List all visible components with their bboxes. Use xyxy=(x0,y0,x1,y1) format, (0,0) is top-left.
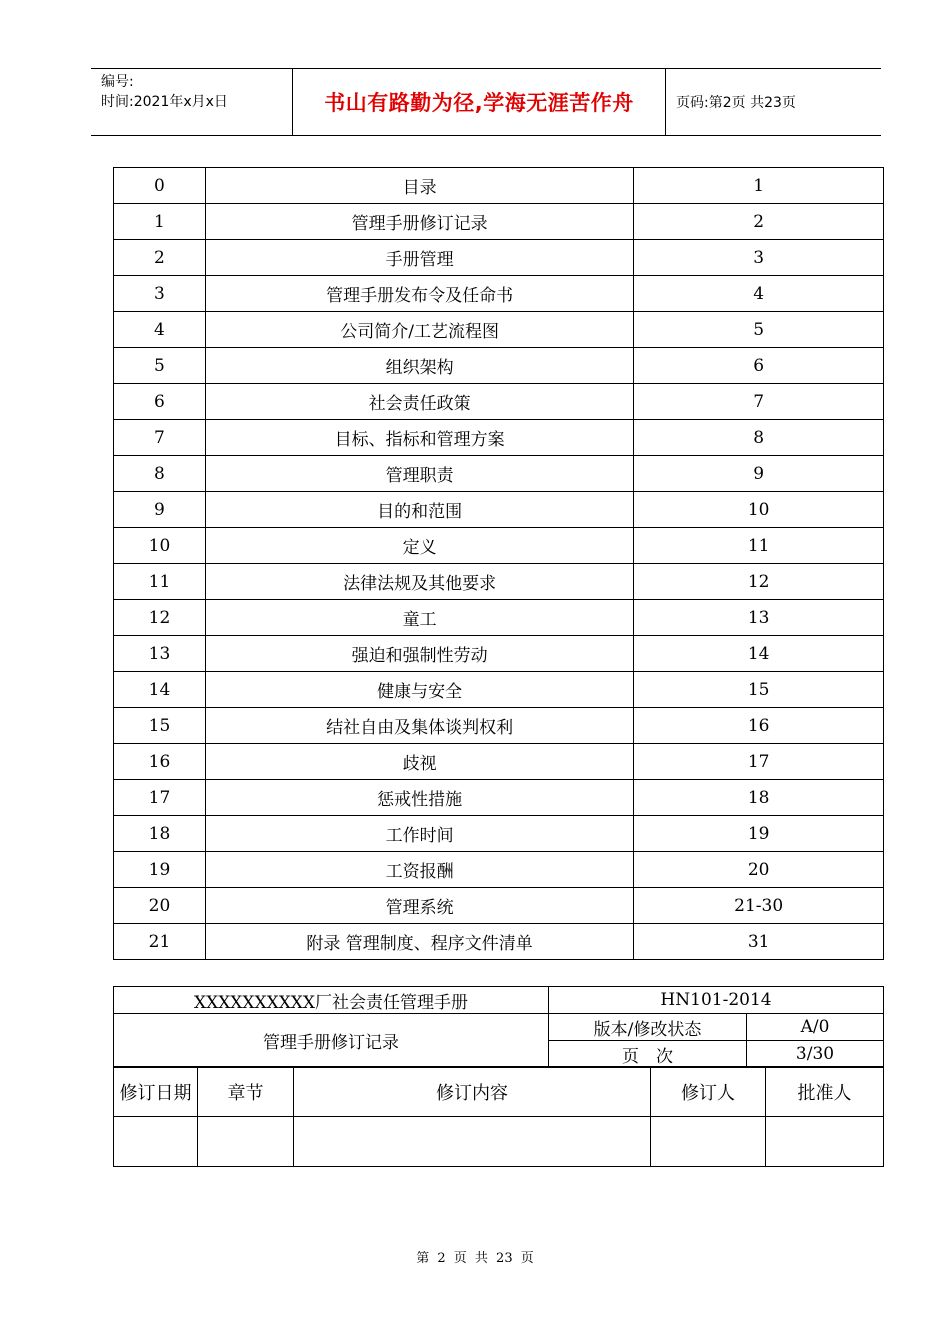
toc-page: 12 xyxy=(634,564,884,600)
toc-page: 6 xyxy=(634,348,884,384)
info-row-version xyxy=(114,1014,884,1041)
toc-row xyxy=(114,456,884,492)
toc-title: 管理手册发布令及任命书 xyxy=(205,276,633,312)
info-row-title xyxy=(114,987,884,1014)
toc-number: 16 xyxy=(114,744,206,780)
toc-title: 公司简介/工艺流程图 xyxy=(205,312,633,348)
toc-page: 31 xyxy=(634,924,884,960)
toc-number: 0 xyxy=(114,168,206,204)
toc-number: 6 xyxy=(114,384,206,420)
toc-row xyxy=(114,348,884,384)
toc-row xyxy=(114,492,884,528)
toc-row xyxy=(114,636,884,672)
toc-page: 5 xyxy=(634,312,884,348)
page-count-value: 3/30 xyxy=(747,1041,884,1068)
toc-page: 8 xyxy=(634,420,884,456)
toc-number: 4 xyxy=(114,312,206,348)
toc-number: 21 xyxy=(114,924,206,960)
toc-title: 惩戒性措施 xyxy=(205,780,633,816)
toc-page: 19 xyxy=(634,816,884,852)
revision-record-table xyxy=(113,1066,884,1167)
page-footer: 第 2 页 共 23 页 xyxy=(416,1251,534,1266)
toc-row xyxy=(114,204,884,240)
revision-header-approver: 批准人 xyxy=(766,1067,884,1117)
toc-number: 17 xyxy=(114,780,206,816)
toc-row xyxy=(114,708,884,744)
toc-title: 工资报酬 xyxy=(205,852,633,888)
toc-row xyxy=(114,384,884,420)
toc-page: 11 xyxy=(634,528,884,564)
revision-header-row xyxy=(114,1067,884,1117)
toc-body xyxy=(114,168,884,960)
toc-title: 管理职责 xyxy=(205,456,633,492)
toc-title: 健康与安全 xyxy=(205,672,633,708)
header-meta xyxy=(91,69,293,135)
toc-title: 工作时间 xyxy=(205,816,633,852)
toc-row xyxy=(114,312,884,348)
toc-page: 15 xyxy=(634,672,884,708)
toc-title: 歧视 xyxy=(205,744,633,780)
version-label: 版本/修改状态 xyxy=(549,1014,747,1041)
toc-page: 10 xyxy=(634,492,884,528)
toc-row xyxy=(114,744,884,780)
toc-number: 2 xyxy=(114,240,206,276)
document-number-label: 编号: xyxy=(101,74,134,90)
toc-title: 结社自由及集体谈判权利 xyxy=(205,708,633,744)
toc-page: 21-30 xyxy=(634,888,884,924)
toc-title: 目标、指标和管理方案 xyxy=(205,420,633,456)
toc-row xyxy=(114,816,884,852)
toc-page: 16 xyxy=(634,708,884,744)
document-time-label: 时间:2021年x月x日 xyxy=(101,94,228,110)
page-header xyxy=(91,68,881,136)
document-code: HN101-2014 xyxy=(549,987,884,1014)
toc-page: 18 xyxy=(634,780,884,816)
toc-page: 2 xyxy=(634,204,884,240)
toc-title: 目的和范围 xyxy=(205,492,633,528)
toc-title: 目录 xyxy=(205,168,633,204)
toc-row xyxy=(114,888,884,924)
toc-page: 13 xyxy=(634,600,884,636)
revision-cell-reviser xyxy=(651,1117,766,1167)
page-count-label: 页 次 xyxy=(549,1041,747,1068)
toc-page: 3 xyxy=(634,240,884,276)
revision-cell-content xyxy=(294,1117,651,1167)
toc-page: 14 xyxy=(634,636,884,672)
toc-page: 9 xyxy=(634,456,884,492)
toc-row xyxy=(114,924,884,960)
toc-row xyxy=(114,276,884,312)
toc-title: 附录 管理制度、程序文件清单 xyxy=(205,924,633,960)
toc-number: 18 xyxy=(114,816,206,852)
toc-row xyxy=(114,528,884,564)
revision-empty-row xyxy=(114,1117,884,1167)
toc-row xyxy=(114,672,884,708)
toc-number: 8 xyxy=(114,456,206,492)
toc-number: 9 xyxy=(114,492,206,528)
toc-number: 15 xyxy=(114,708,206,744)
toc-row xyxy=(114,780,884,816)
toc-page: 17 xyxy=(634,744,884,780)
toc-number: 5 xyxy=(114,348,206,384)
toc-title: 定义 xyxy=(205,528,633,564)
manual-title: XXXXXXXXXX厂社会责任管理手册 xyxy=(114,987,549,1014)
toc-row xyxy=(114,168,884,204)
revision-cell-approver xyxy=(766,1117,884,1167)
revision-header-reviser: 修订人 xyxy=(651,1067,766,1117)
revision-header-chapter: 章节 xyxy=(198,1067,294,1117)
toc-number: 20 xyxy=(114,888,206,924)
toc-row xyxy=(114,600,884,636)
toc-number: 11 xyxy=(114,564,206,600)
toc-page: 4 xyxy=(634,276,884,312)
revision-header-date: 修订日期 xyxy=(114,1067,198,1117)
toc-title: 童工 xyxy=(205,600,633,636)
toc-number: 10 xyxy=(114,528,206,564)
toc-number: 12 xyxy=(114,600,206,636)
toc-row xyxy=(114,852,884,888)
toc-title: 组织架构 xyxy=(205,348,633,384)
toc-number: 13 xyxy=(114,636,206,672)
header-motto: 书山有路勤为径,学海无涯苦作舟 xyxy=(293,69,666,135)
revision-cell-chapter xyxy=(198,1117,294,1167)
manual-info-table xyxy=(113,986,884,1068)
toc-number: 1 xyxy=(114,204,206,240)
toc-title: 手册管理 xyxy=(205,240,633,276)
version-value: A/0 xyxy=(747,1014,884,1041)
toc-row xyxy=(114,564,884,600)
toc-page: 1 xyxy=(634,168,884,204)
toc-title: 管理系统 xyxy=(205,888,633,924)
toc-page: 7 xyxy=(634,384,884,420)
header-page-info: 页码:第2页 共23页 xyxy=(676,95,796,111)
toc-number: 19 xyxy=(114,852,206,888)
toc-row xyxy=(114,240,884,276)
toc-number: 3 xyxy=(114,276,206,312)
toc-row xyxy=(114,420,884,456)
revision-cell-date xyxy=(114,1117,198,1167)
toc-title: 强迫和强制性劳动 xyxy=(205,636,633,672)
toc-title: 管理手册修订记录 xyxy=(205,204,633,240)
toc-page: 20 xyxy=(634,852,884,888)
toc-title: 社会责任政策 xyxy=(205,384,633,420)
toc-title: 法律法规及其他要求 xyxy=(205,564,633,600)
revision-header-content: 修订内容 xyxy=(294,1067,651,1117)
table-of-contents xyxy=(113,167,884,960)
toc-number: 7 xyxy=(114,420,206,456)
section-title: 管理手册修订记录 xyxy=(114,1014,549,1068)
toc-number: 14 xyxy=(114,672,206,708)
